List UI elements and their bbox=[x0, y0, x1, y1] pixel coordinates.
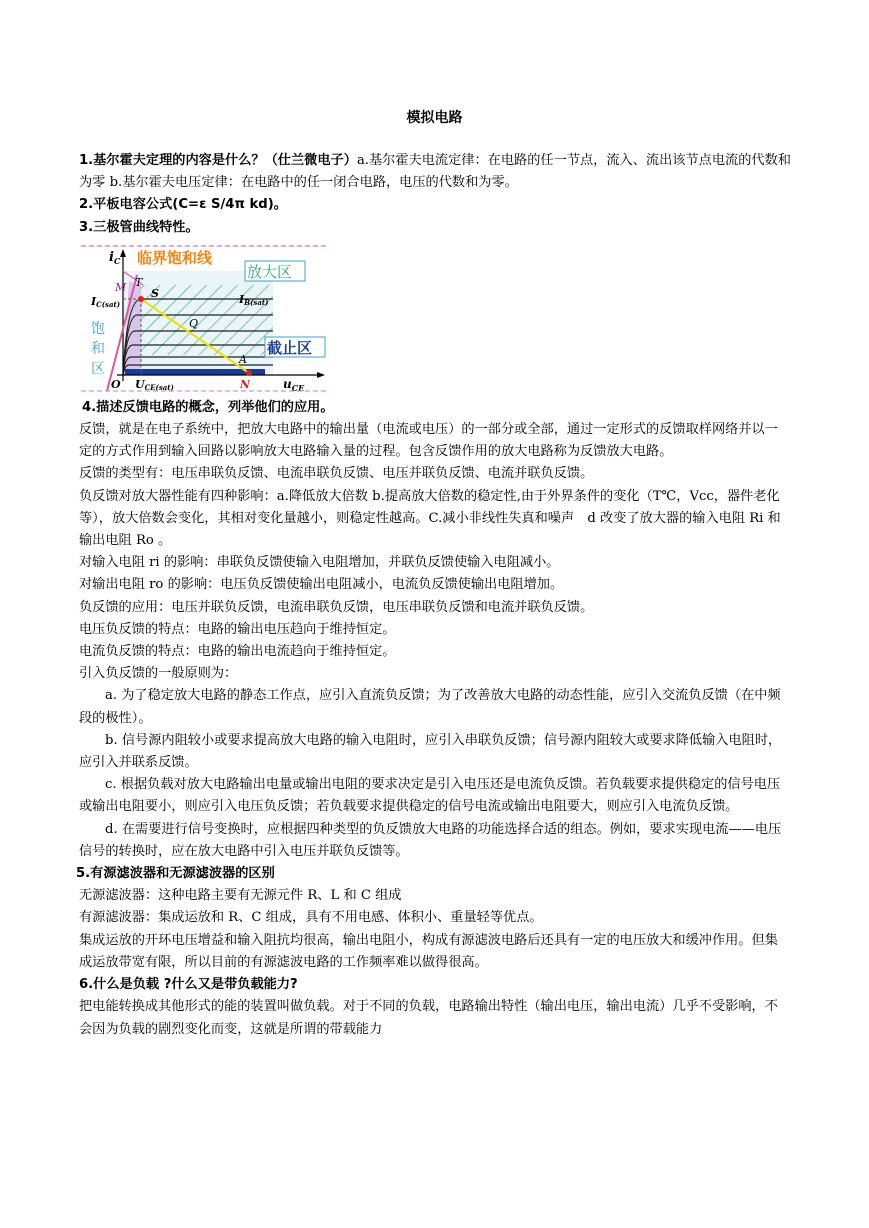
q4-principle-b: b. 信号源内阻较小或要求提高放大电路的输入电阻时，应引入串联负反馈；信号源内阻较大或要求降低输入电阻时，应引入并联系反馈。 bbox=[79, 732, 782, 771]
q2-heading: 2.平板电容公式(C=ε S/4π kd)。 bbox=[79, 197, 287, 213]
ucesat-label: UCE(sat) bbox=[135, 377, 174, 392]
point-m-label: M bbox=[115, 280, 127, 294]
q5-p3: 集成运放的开环电压增益和输入阻抗均很高，输出电阻小，构成有源滤波电路后还具有一定的电压放大和缓冲作用。但集成运放带宽有限，所以目前的有源滤波电路的工作频率难以做得很高。 bbox=[79, 932, 778, 970]
point-s bbox=[138, 296, 144, 302]
icsat-label: IC(sat) bbox=[91, 294, 121, 309]
x-axis-arrow bbox=[317, 372, 325, 378]
q4-principle-d: d. 在需要进行信号变换时，应根据四种类型的负反馈放大电路的功能选择合适的组态。例如，要求实现电流——电压信号的转换时，应在放大电路中引入电压并联负反馈等。 bbox=[79, 821, 782, 859]
point-s-label: S bbox=[151, 286, 159, 300]
q4-p7: 电压负反馈的特点：电路的输出电压趋向于维持恒定。 bbox=[79, 621, 396, 637]
q4-p8: 电流负反馈的特点：电路的输出电流趋向于维持恒定。 bbox=[79, 644, 396, 660]
q6-heading: 6.什么是负载 ?什么又是带负载能力? bbox=[79, 977, 298, 993]
ibsat-label: IB(sat) bbox=[239, 292, 269, 307]
q4-p5: 对输出电阻 ro 的影响：电压负反馈使输出电阻减小，电流负反馈使输出电阻增加。 bbox=[79, 577, 564, 593]
q1-paragraph bbox=[79, 150, 791, 194]
cutoff-region-label: 截止区 bbox=[267, 338, 313, 357]
q4-heading: 4.描述反馈电路的概念，列举他们的应用。 bbox=[82, 399, 334, 415]
saturation-label-1: 饱 bbox=[91, 320, 105, 337]
point-q-label: Q bbox=[189, 316, 199, 330]
point-t-label: T bbox=[135, 275, 143, 289]
q5-p1: 无源滤波器：这种电路主要有无源元件 R、L 和 C 组成 bbox=[79, 888, 402, 904]
q4-p2: 反馈的类型有：电压串联负反馈、电流串联负反馈、电压并联负反馈、电流并联负反馈。 bbox=[79, 466, 594, 482]
q5-heading: 5.有源滤波器和无源滤波器的区别 bbox=[76, 866, 275, 882]
saturation-label-3: 区 bbox=[91, 360, 105, 377]
document-body bbox=[76, 150, 791, 1041]
q5-p2: 有源滤波器：集成运放和 R、C 组成，具有不用电感、体积小、重量轻等优点。 bbox=[79, 910, 543, 926]
point-a-label: A bbox=[239, 352, 247, 366]
q4-p6: 负反馈的应用：电压并联负反馈，电流串联负反馈，电压串联负反馈和电流并联负反馈。 bbox=[79, 599, 594, 615]
q4-principle-c: c. 根据负载对放大电路输出电量或输出电阻的要求决定是引入电压还是电流负反馈。若负载要求提供稳定的信号电压或输出电阻要小，则应引入电压负反馈；若负载要求提供稳定的信号电流或输出电阻要大，则应引入电流负反馈。 bbox=[79, 777, 781, 815]
q1-body: a.基尔霍夫电流定律：在电路的任一节点，流入、流出该节点电流的代数和为零 b.基尔霍夫电压定律：在电路中的任一闭合电路，电压的代数和为零。 bbox=[79, 153, 791, 191]
q4-p1: 反馈，就是在电子系统中，把放大电路中的输出量（电流或电压）的一部分或全部，通过一定形式的反馈取样网络并以一定的方式作用到输入回路以影响放大电路输入量的过程。包含反馈作用的放大电路称为反馈放大电路。 bbox=[79, 422, 778, 460]
ic-axis-label: $i_C$ bbox=[109, 249, 121, 266]
transistor-curve-diagram bbox=[79, 241, 339, 393]
y-axis-arrow bbox=[120, 249, 126, 257]
saturation-label-2: 和 bbox=[91, 340, 105, 357]
amplification-region-label: 放大区 bbox=[247, 262, 293, 281]
uce-axis-label: $u_{CE}$ bbox=[283, 376, 305, 393]
q4-principle-a: a. 为了稳定放大电路的静态工作点，应引入直流负反馈；为了改善放大电路的动态性能，应引入交流负反馈（在中频段的极性）。 bbox=[79, 688, 781, 726]
point-n bbox=[246, 370, 252, 376]
q3-heading: 3.三极管曲线特性。 bbox=[79, 219, 199, 235]
q4-p9: 引入负反馈的一般原则为： bbox=[79, 666, 238, 682]
q4-p3: 负反馈对放大器性能有四种影响：a.降低放大倍数 b.提高放大倍数的稳定性,由于外界条件的变化（T℃，Vcc，器件老化等），放大倍数会变化，其相对变化量越小，则稳定性越高。C.减小非线性失真和噪声 d 改变了放大器的输入电阻 Ri 和输出电阻 Ro 。 bbox=[79, 488, 781, 549]
point-n-label: N bbox=[240, 377, 251, 391]
critical-saturation-label: 临界饱和线 bbox=[137, 248, 213, 267]
q1-heading: 1.基尔霍夫定理的内容是什么？（仕兰微电子） bbox=[79, 153, 357, 168]
q6-p1: 把电能转换成其他形式的能的装置叫做负载。对于不同的负载，电路输出特性（输出电压，输出电流）几乎不受影响，不会因为负载的剧烈变化而变，这就是所谓的带载能力 bbox=[79, 999, 778, 1037]
q4-p4: 对输入电阻 ri 的影响：串联负反馈使输入电阻增加，并联负反馈使输入电阻减小。 bbox=[79, 555, 560, 571]
page-title: 模拟电路 bbox=[406, 110, 463, 126]
origin-label: O bbox=[111, 377, 121, 391]
transistor-curve-figure bbox=[79, 241, 791, 393]
